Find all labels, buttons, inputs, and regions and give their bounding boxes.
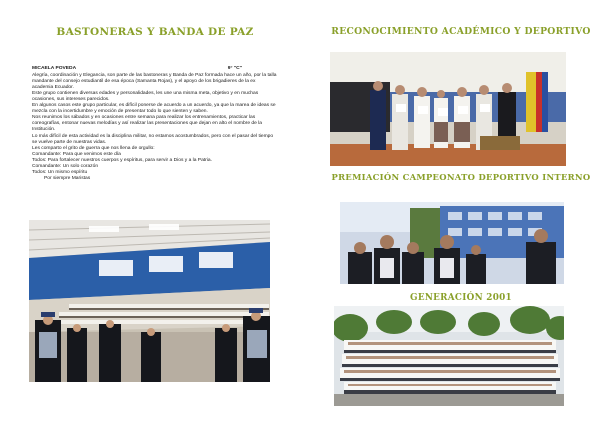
- sports-award-photo: [340, 202, 564, 284]
- paragraph: Alegría, coordinación y Elegancia, son parte de las bastoneras y Banda de Paz formada hace un año, por la talla mandante del consejo estudiantil de esa época (Samanta Rojas), y el apoyo de los brigadieres de la ex academia Ecuador.: [32, 73, 277, 91]
- band-photo: [29, 220, 270, 382]
- award-ceremony-photo: [330, 52, 566, 166]
- closing-line: Por siempre Maristas: [44, 175, 91, 181]
- bastoneras-title: BASTONERAS Y BANDA DE PAZ: [56, 26, 254, 38]
- paragraph: En algunos casos este grupo particular, es difícil ponerse de acuerdo a un acuerdo, ya que la marea de ideas se mezcla con la incertidumbre y emoción de presentar todo lo que sienten y saben.: [32, 103, 276, 115]
- reconocimiento-title: RECONOCIMIENTO ACADÉMICO Y DEPORTIVO: [331, 26, 591, 37]
- paragraph: Este grupo contienen diversas edades y personalidades, les une una misma meta, objetivo y en muchas ocasiones, sus intereses parecidos.: [32, 91, 259, 103]
- paragraph: Todos: Para fortalecer nuestros cuerpos y espíritus, para servir a Dios y a la Patria.: [32, 157, 212, 163]
- paragraph: Nos reunimos los sábados y en ocasiones entre semana para realizar los entrenamientos, practicar las coreografías, entonar nuevas melodías y así realizar las presentaciones que dejan en alto el nombre de la Institución.: [32, 115, 262, 133]
- paragraph: Comandante: Para que venimos este día: [32, 151, 121, 157]
- author-name: MICAELA POVEDA: [32, 66, 77, 71]
- paragraph: Comandante: Un solo corazón: [32, 163, 99, 169]
- generation-group-photo: [334, 306, 564, 406]
- premiacion-title: PREMIACIÓN CAMPEONATO DEPORTIVO INTERNO: [331, 172, 591, 182]
- generacion-title: GENERACIÓN 2001: [410, 293, 512, 303]
- author-grade: 9° "C": [227, 66, 242, 71]
- paragraph: Les comparto el grito de guerra que nos llena de orgullo:: [32, 145, 155, 151]
- author-line: [32, 66, 278, 72]
- right-page: [300, 0, 600, 424]
- paragraph: Todos: Un mismo espíritu: [32, 169, 88, 175]
- article-body: [32, 66, 278, 182]
- paragraph: Lo más difícil de esta actividad es la disciplina militar, no estamos acostumbrados, pero con el pasar del tiempo se vuelve parte de nuestras vidas.: [32, 133, 274, 145]
